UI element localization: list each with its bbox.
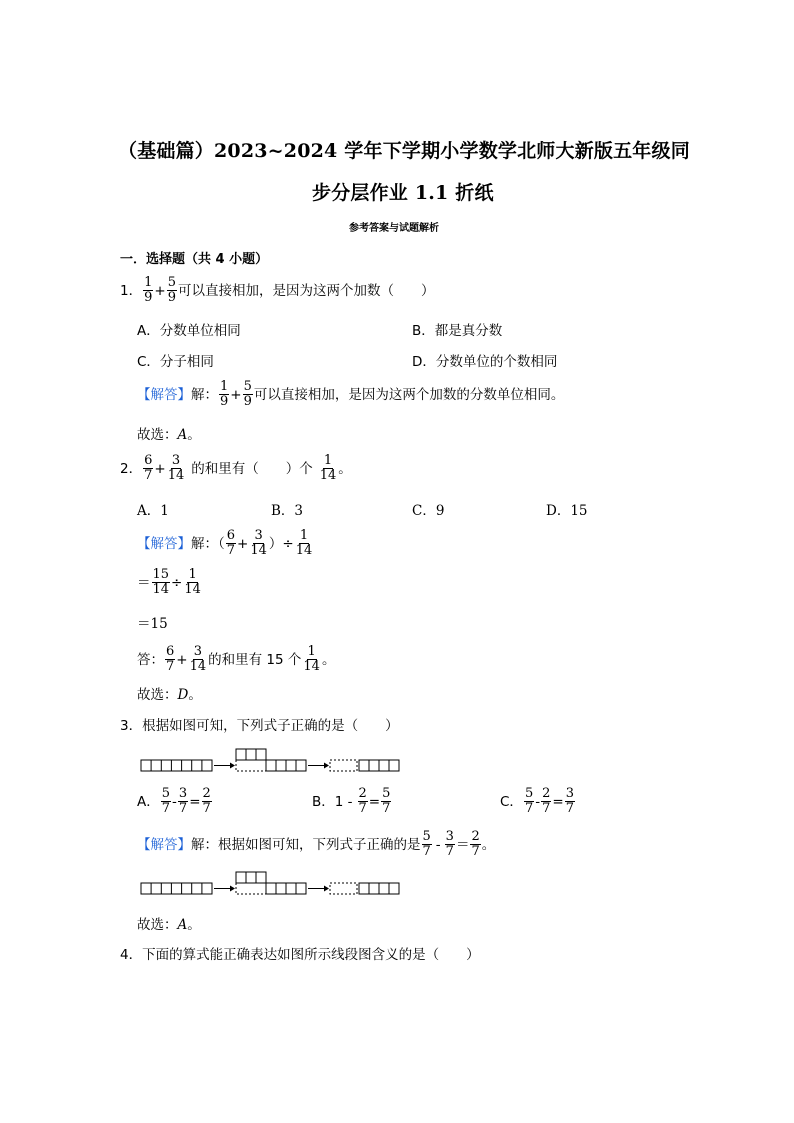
q1-stem-tail: 可以直接相加，是因为这两个加数（ ） — [177, 282, 435, 299]
q2-step2-frac2: $\frac{1}{14}$ — [184, 567, 201, 597]
title-line2: 步分层作业 1.1 折纸 — [312, 182, 494, 204]
plus-sign: + — [230, 386, 242, 403]
q2-stem — [120, 454, 352, 483]
subtitle: 参考答案与试题解析 — [349, 223, 439, 234]
paren-close: ）÷ — [268, 535, 294, 552]
q1-number: 1． — [120, 282, 143, 299]
q1-stem — [120, 276, 434, 305]
answer-lead: 解：（ — [191, 535, 225, 552]
q3-option-c[interactable]: C． $\frac{5}{7}$ - $\frac{2}{7}$ = $\frac{3}{7}$ — [500, 786, 574, 816]
q2-answer-step1 — [137, 529, 314, 558]
q3-number: 3． — [120, 718, 143, 734]
period: 。 — [338, 460, 352, 477]
folding-figure — [140, 748, 402, 776]
arrow-icon — [308, 886, 329, 892]
strip-folded — [236, 749, 306, 771]
q3-stem — [120, 717, 399, 735]
arrow-icon — [214, 886, 235, 892]
q2-ans-frac3: $\frac{1}{14}$ — [295, 528, 313, 558]
q2-conc-frac2: $\frac{3}{14}$ — [189, 644, 207, 674]
q2-frac1: $\frac{6}{7}$ — [144, 453, 153, 483]
q2-choice: 故选：D。 — [137, 687, 202, 703]
q2-option-b[interactable]: B．3 — [271, 503, 304, 519]
q1-answer-frac2: $\frac{5}{9}$ — [243, 379, 252, 409]
plus-sign: + — [237, 535, 249, 552]
title-line1: （基础篇）2023~2024 学年下学期小学数学北师大新版五年级同 — [118, 140, 690, 162]
q1-option-c[interactable]: C．分子相同 — [137, 354, 214, 370]
q2-answer-step3: ＝15 — [137, 616, 168, 632]
q2-ans-frac1: $\frac{6}{7}$ — [226, 528, 236, 558]
equals-sign: ＝ — [137, 574, 151, 591]
q1-option-b[interactable]: B．都是真分数 — [412, 323, 503, 339]
answer-tail: 可以直接相加，是因为这两个加数的分数单位相同。 — [253, 386, 565, 403]
answer-lead: 解： — [191, 386, 218, 403]
q1-choice: 故选：A。 — [137, 427, 201, 443]
q2-stem-mid: 的和里有（ ）个 — [191, 460, 313, 477]
arrow-icon — [214, 763, 235, 769]
q4-number: 4． — [120, 947, 143, 963]
q3-option-b[interactable]: B．1 - $\frac{2}{7}$ = $\frac{5}{7}$ — [312, 786, 391, 816]
strip-7-squares — [141, 760, 212, 771]
folding-figure-answer — [140, 871, 402, 899]
q1-option-d[interactable]: D．分数单位的个数相同 — [412, 354, 558, 370]
q2-option-a[interactable]: A．1 — [137, 503, 169, 519]
q2-option-c[interactable]: C．9 — [412, 503, 445, 519]
q3-option-a[interactable]: A． $\frac{5}{7}$ - $\frac{3}{7}$ = $\frac{2}{7}$ — [137, 786, 211, 816]
q2-step2-frac: $\frac{15}{14}$ — [152, 567, 170, 597]
answer-tag: 【解答】 — [137, 535, 191, 552]
q2-number: 2． — [120, 460, 143, 477]
q2-conclusion — [137, 645, 335, 674]
q3-stem-text: 根据如图可知，下列式子正确的是（ ） — [142, 718, 399, 734]
period: 。 — [321, 651, 336, 668]
conclusion-mid: 的和里有 15 个 — [208, 651, 302, 668]
q2-frac2: $\frac{3}{14}$ — [167, 453, 185, 483]
q2-ans-frac2: $\frac{3}{14}$ — [250, 528, 267, 558]
q3-answer: 【解答】 解：根据如图可知，下列式子正确的是 $\frac{5}{7}$ - $\frac{3}{7}$ ＝ $\frac{2}{7}$ 。 — [137, 829, 496, 859]
q2-answer-step2 — [137, 568, 203, 597]
answer-tag: 【解答】 — [137, 836, 191, 853]
q4-stem — [120, 946, 480, 964]
answer-tag: 【解答】 — [137, 386, 191, 403]
divide-sign: ÷ — [171, 574, 183, 591]
section-heading: 一．选择题（共 4 小题） — [120, 252, 269, 267]
plus-sign: + — [154, 282, 166, 299]
strip-result — [330, 760, 399, 771]
conclusion-lead: 答： — [137, 651, 164, 668]
plus-sign: + — [176, 651, 188, 668]
q1-frac1: $\frac{1}{9}$ — [144, 275, 153, 305]
plus-sign: + — [154, 460, 166, 477]
q1-answer — [137, 380, 564, 409]
q2-conc-frac1: $\frac{6}{7}$ — [166, 644, 175, 674]
q3-choice: 故选：A。 — [137, 917, 201, 933]
q2-option-d[interactable]: D．15 — [546, 503, 588, 519]
answer-lead: 解：根据如图可知，下列式子正确的是 — [191, 836, 421, 853]
arrow-icon — [308, 763, 329, 769]
q2-conc-frac3: $\frac{1}{14}$ — [303, 644, 320, 674]
q4-stem-text: 下面的算式能正确表达如图所示线段图含义的是（ ） — [142, 947, 480, 963]
q1-frac2: $\frac{5}{9}$ — [167, 275, 176, 305]
q1-option-a[interactable]: A．分数单位相同 — [137, 323, 241, 339]
q1-answer-frac1: $\frac{1}{9}$ — [220, 379, 229, 409]
q2-frac3: $\frac{1}{14}$ — [319, 453, 337, 483]
